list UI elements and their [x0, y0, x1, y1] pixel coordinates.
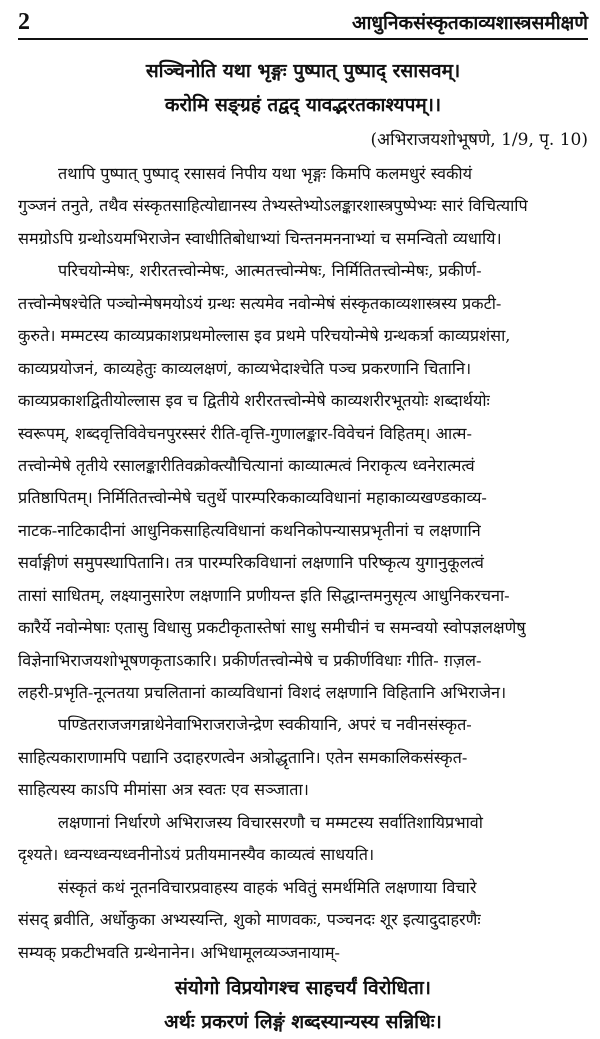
body-line: स्वरूपम्, शब्दवृत्तिविवेचनपुरस्सरं रीति-वृत्ति-गुणालङ्कार-विवेचनं विहितम्। आत्म-	[18, 423, 472, 443]
opening-verse-line: करोमि सङ्ग्रहं तद्वद् यावद्भरतकाश्यपम्।।	[164, 94, 442, 116]
body-line: प्रतिष्ठापितम्। निर्मितितत्त्वोन्मेषे चतुर्थे पारम्परिककाव्यविधानां महाकाव्यखण्डकाव्य-	[18, 488, 487, 508]
running-title: आधुनिकसंस्कृतकाव्यशास्त्रसमीक्षणे	[351, 12, 588, 34]
body-line: तत्त्वोन्मेषश्चेति पञ्चोन्मेषमयोऽयं ग्रन्थः सत्यमेव नवोन्मेषं संस्कृतकाव्यशास्त्रस्य प्रकटी-	[18, 293, 502, 313]
body-line: विज्ञेनाभिराजयशोभूषणकृताऽकारि। प्रकीर्णतत्त्वोन्मेषे च प्रकीर्णविधाः गीति- ग़ज़ल-	[18, 650, 482, 670]
body-line: साहित्यकाराणामपि पद्यानि उदाहरणत्वेन अत्रोद्धृतानि। एतेन समकालिकसंस्कृत-	[18, 747, 468, 767]
body-line: सर्वाङ्गीणं समुपस्थापितानि। तत्र पारम्परिकविधानां लक्षणानि परिष्कृत्य युगानुकूलत्वं	[18, 553, 484, 573]
body-line: काव्यप्रकाशद्वितीयोल्लास इव च द्वितीये शरीरतत्त्वोन्मेषे काव्यशरीरभूतयोः शब्दार्थयोः	[18, 391, 490, 411]
verse-citation: (अभिराजयशोभूषणे, 1/9, पृ. 10)	[370, 130, 588, 150]
body-line: साहित्यस्य काऽपि मीमांसा अत्र स्वतः एव सञ्जाता।	[18, 780, 309, 800]
closing-verse-line: संयोगो विप्रयोगश्च साहचर्यं विरोधिता।	[175, 976, 431, 999]
body-line: तासां साधितम्, लक्ष्यानुसारेण लक्षणानि प्रणीयन्त इति सिद्धान्तमनुसृत्य आधुनिकरचना-	[18, 585, 510, 605]
body-line: तथापि पुष्पात् पुष्पाद् रसासवं निपीय यथा भृङ्गः किमपि कलमधुरं स्वकीयं	[58, 164, 473, 183]
body-line: कुरुते। मम्मटस्य काव्यप्रकाशप्रथमोल्लास इव प्रथमे परिचयोन्मेषे ग्रन्थकर्त्रा काव्यप्रशंसा,	[18, 326, 511, 346]
body-line: लहरी-प्रभृति-नूत्नतया प्रचलितानां काव्यविधानां विशदं लक्षणानि विहितानि अभिराजेन।	[18, 683, 507, 702]
body-line: गुञ्जनं तनुते, तथैव संस्कृतसाहित्योद्यानस्य तेभ्यस्तेभ्योऽलङ्कारशास्त्रपुष्पेभ्यः सारं विचित्यापि	[18, 196, 528, 216]
body-line: संसद् ब्रवीति, अर्धोकुका अभ्यस्यन्ति, शुको माणवकः, पञ्चनदः शूर इत्यादुदाहरणैः	[18, 910, 481, 930]
book-page	[18, 8, 588, 1039]
body-line: सम्यक् प्रकटीभवति ग्रन्थेनानेन। अभिधामूलव्यञ्जनायाम्-	[18, 942, 341, 962]
body-text	[18, 158, 588, 969]
body-line: संस्कृतं कथं नूतनविचारप्रवाहस्य वाहकं भवितुं समर्थमिति लक्षणाया विचारे	[58, 877, 477, 897]
body-line: तत्त्वोन्मेषे तृतीये रसालङ्कारीतिवक्रोक्त्यौचित्यानां काव्यात्मत्वं निराकृत्य ध्वनेरात्मत्वं	[18, 455, 475, 475]
body-line: पण्डितराजजगन्नाथेनेवाभिराजराजेन्द्रेण स्वकीयानि, अपरं च नवीनसंस्कृत-	[58, 715, 472, 735]
body-line: दृश्यते। ध्वन्यध्वन्यध्वनीनोऽयं प्रतीयमानस्यैव काव्यत्वं साधयति।	[18, 845, 375, 865]
page-number: 2	[18, 9, 30, 35]
closing-verse-line: अर्थः प्रकरणं लिङ्गं शब्दस्यान्यस्य सन्निधिः।	[164, 1010, 442, 1033]
body-line: परिचयोन्मेषः, शरीरतत्त्वोन्मेषः, आत्मतत्त्वोन्मेषः, निर्मितितत्त्वोन्मेषः, प्रकीर्ण-	[58, 261, 482, 281]
body-line: कारैर्ये नवोन्मेषाः एतासु विधासु प्रकटीकृतास्तेषां साधु समीचीनं च समन्वयो स्वोपज्ञलक्षणेषु	[18, 618, 526, 638]
body-line: समग्रोऽपि ग्रन्थोऽयमभिराजेन स्वाधीतिबोधाभ्यां चिन्तनमननाभ्यां च समन्वितो व्यधायि।	[18, 228, 502, 248]
body-line: काव्यप्रयोजनं, काव्यहेतुः काव्यलक्षणं, काव्यभेदाश्चेति पञ्च प्रकरणानि चितानि।	[18, 358, 472, 378]
body-line: नाटक-नाटिकादीनां आधुनिकसाहित्यविधानां कथनिकोपन्यासप्रभृतीनां च लक्षणानि	[18, 520, 481, 540]
opening-verse-line: सञ्चिनोति यथा भृङ्गः पुष्पात् पुष्पाद् रसासवम्।	[145, 60, 461, 82]
body-line: लक्षणानां निर्धारणे अभिराजस्य विचारसरणौ च मम्मटस्य सर्वातिशायिप्रभावो	[58, 812, 484, 832]
page-header	[18, 8, 588, 40]
